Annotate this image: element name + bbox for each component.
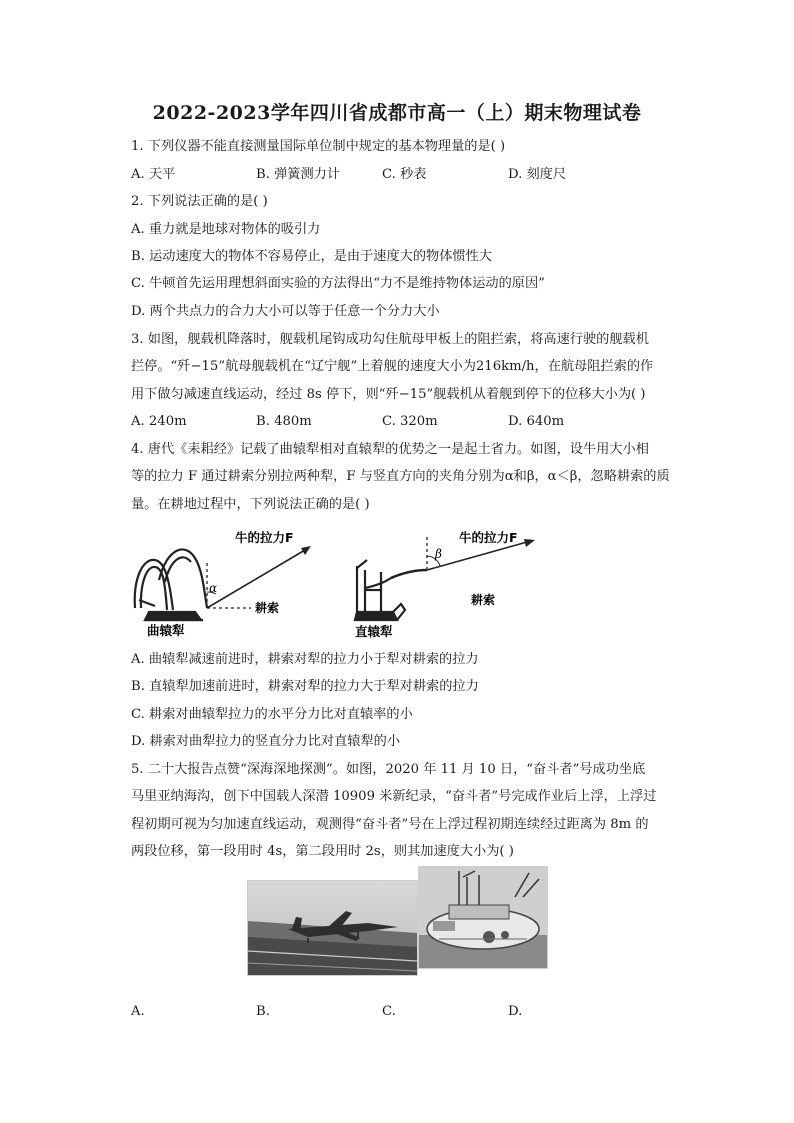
q5-stem-line-2: 马里亚纳海沟，创下中国载人深潜 10909 米新纪录，“奋斗者”号完成作业后上浮，上浮过	[131, 789, 657, 804]
curved-plow-icon	[135, 549, 207, 620]
curved-plow-force-arrow	[207, 550, 305, 608]
straight-plow-beam	[391, 570, 427, 578]
straight-plow-rope-label: 耕索	[471, 593, 496, 607]
submersible-photo	[418, 866, 548, 969]
alpha-label: α	[209, 581, 218, 595]
q4-option-d: D. 耕索对曲犁拉力的竖直分力比对直辕犁的小	[131, 734, 401, 749]
q5-option-d: D.	[508, 1004, 523, 1019]
curved-plow-diagram	[125, 520, 330, 640]
carrier-jet-photo	[247, 880, 418, 976]
q5-stem-line-1: 5. 二十大报告点赞“深海深地探测”。如图，2020 年 11 月 10 日，“奋斗者”号成功坐底	[131, 762, 646, 777]
q5-stem-line-3: 程初期可视为匀加速直线运动，观测得“奋斗者”号在上浮过程初期连续经过距离为 8m 的	[131, 817, 649, 832]
straight-plow-force-arrow	[427, 542, 527, 570]
curved-plow-rope-label: 耕索	[255, 601, 280, 615]
straight-plow-force-label: 牛的拉力F	[459, 530, 518, 545]
straight-plow-caption: 直辕犁	[355, 624, 393, 639]
q3-option-c: C. 320m	[382, 414, 438, 429]
q4-option-a: A. 曲辕犁减速前进时，耕索对犁的拉力小于犁对耕索的拉力	[131, 652, 479, 667]
q1-option-a: A. 天平	[131, 167, 176, 182]
q5-option-b: B.	[256, 1004, 270, 1019]
q2-option-a: A. 重力就是地球对物体的吸引力	[131, 222, 321, 237]
q5-option-c: C.	[382, 1004, 396, 1019]
q2-stem: 2. 下列说法正确的是( )	[131, 194, 268, 209]
q2-option-d: D. 两个共点力的合力大小可以等于任意一个分力大小	[131, 304, 440, 319]
beta-label: β	[435, 547, 442, 561]
q2-option-b: B. 运动速度大的物体不容易停止，是由于速度大的物体惯性大	[131, 249, 492, 264]
q5-stem-line-4: 两段位移，第一段用时 4s，第二段用时 2s，则其加速度大小为( )	[131, 844, 514, 859]
q3-stem-line-1: 3. 如图，舰载机降落时，舰载机尾钩成功勾住航母甲板上的阻拦索，将高速行驶的舰载机	[131, 332, 649, 347]
q4-stem-line-2: 等的拉力 F 通过耕索分别拉两种犁，F 与竖直方向的夹角分别为α和β，α＜β，忽略耕索的质	[131, 469, 670, 484]
curved-plow-caption: 曲辕犁	[147, 623, 185, 638]
q1-option-c: C. 秒表	[382, 167, 427, 182]
q4-stem-line-3: 量。在耕地过程中，下列说法正确的是( )	[131, 497, 370, 512]
exam-title: 2022-2023学年四川省成都市高一（上）期末物理试卷	[152, 102, 642, 124]
q3-stem-line-3: 用下做匀减速直线运动，经过 8s 停下，则“歼−15”舰载机从着舰到停下的位移大小为( )	[131, 387, 646, 402]
q3-option-a: A. 240m	[131, 414, 187, 429]
q4-option-c: C. 耕索对曲辕犁拉力的水平分力比对直辕率的小	[131, 707, 413, 722]
q3-option-d: D. 640m	[508, 414, 565, 429]
q3-stem-line-2: 拦停。“歼−15”航母舰载机在“辽宁舰”上着舰的速度大小为216km/h，在航母阻拦索的作	[131, 359, 654, 374]
curved-plow-arrowhead	[301, 546, 311, 555]
q1-stem: 1. 下列仪器不能直接测量国际单位制中规定的基本物理量的是( )	[131, 139, 506, 154]
q3-option-b: B. 480m	[256, 414, 312, 429]
straight-plow-icon	[355, 560, 405, 620]
q2-option-c: C. 牛顿首先运用理想斜面实验的方法得出“力不是维持物体运动的原因”	[131, 276, 545, 291]
q5-option-a: A.	[131, 1004, 145, 1019]
q1-option-b: B. 弹簧测力计	[256, 167, 341, 182]
straight-plow-arrowhead	[524, 539, 535, 547]
q4-option-b: B. 直辕犁加速前进时，耕索对犁的拉力大于犁对耕索的拉力	[131, 679, 479, 694]
straight-plow-diagram	[345, 528, 550, 643]
curved-plow-force-label: 牛的拉力F	[235, 530, 294, 545]
q4-stem-line-1: 4. 唐代《耒耜经》记载了曲辕犁相对直辕犁的优势之一是起土省力。如图，设牛用大小相	[131, 442, 649, 457]
q1-option-d: D. 刻度尺	[508, 167, 567, 182]
